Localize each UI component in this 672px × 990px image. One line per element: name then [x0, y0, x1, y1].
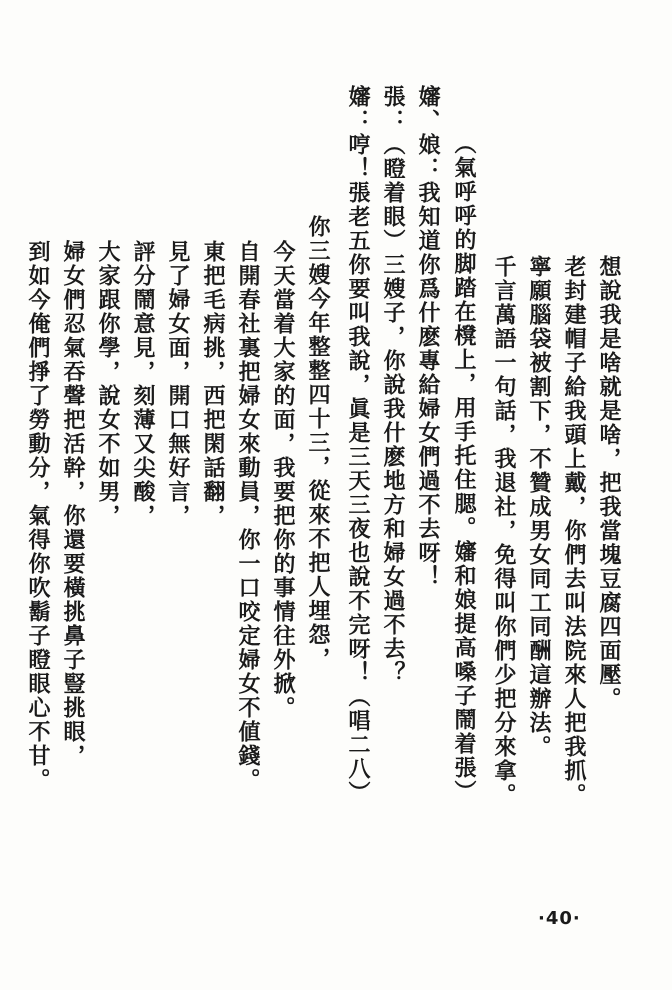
verse-line-6: 評分鬧意見，刻薄又尖酸，: [130, 240, 156, 528]
text-column-2: 老封建帽子給我頭上戴，你們去叫法院來人把我抓。: [561, 255, 587, 807]
verse-line-8: 婦女們忍氣吞聲把活幹，你還要橫挑鼻子豎挑眼，: [60, 240, 86, 768]
verse-line-2: 今天當着大家的面，我要把你的事情往外掀。: [270, 240, 296, 720]
text-column-4: 千言萬語一句話，我退社，免得叫你們少把分來拿。: [491, 255, 517, 807]
verse-line-7: 大家跟你學，說女不如男，: [95, 240, 121, 528]
dialogue-shen: 嬸：哼！張老五你要叫我說，眞是三天三夜也說不完呀！（唱二八）: [345, 85, 371, 805]
dialogue-shen-niang: 嬸、娘：我知道你爲什麽專給婦女們過不去呀！: [415, 85, 441, 589]
verse-line-5: 見了婦女面，開口無好言，: [165, 240, 191, 528]
text-column-1: 想說我是啥就是啥，把我當塊豆腐四面壓。: [596, 255, 622, 711]
verse-line-9: 到如今俺們掙了勞動分，氣得你吹鬍子瞪眼心不甘。: [25, 240, 51, 792]
dialogue-zhang: 張：（瞪着眼）三嫂子，你說我什麽地方和婦女過不去？: [380, 85, 406, 685]
stage-direction: （氣呼呼的脚踏在櫈上，用手托住腮。嬸和娘提高嗓子鬧着張）: [451, 132, 477, 804]
verse-line-3: 自開春社裏把婦女來動員，你一口咬定婦女不値錢。: [235, 240, 261, 792]
text-column-3: 寧願腦袋被割下，不贊成男女同工同酬這辦法。: [526, 255, 552, 759]
page-number: ·40·: [538, 908, 581, 929]
verse-line-1: 你三嫂今年整整四十三，從來不把人埋怨，: [305, 215, 331, 671]
verse-line-4: 東把毛病挑，西把閑話翻，: [200, 240, 226, 528]
